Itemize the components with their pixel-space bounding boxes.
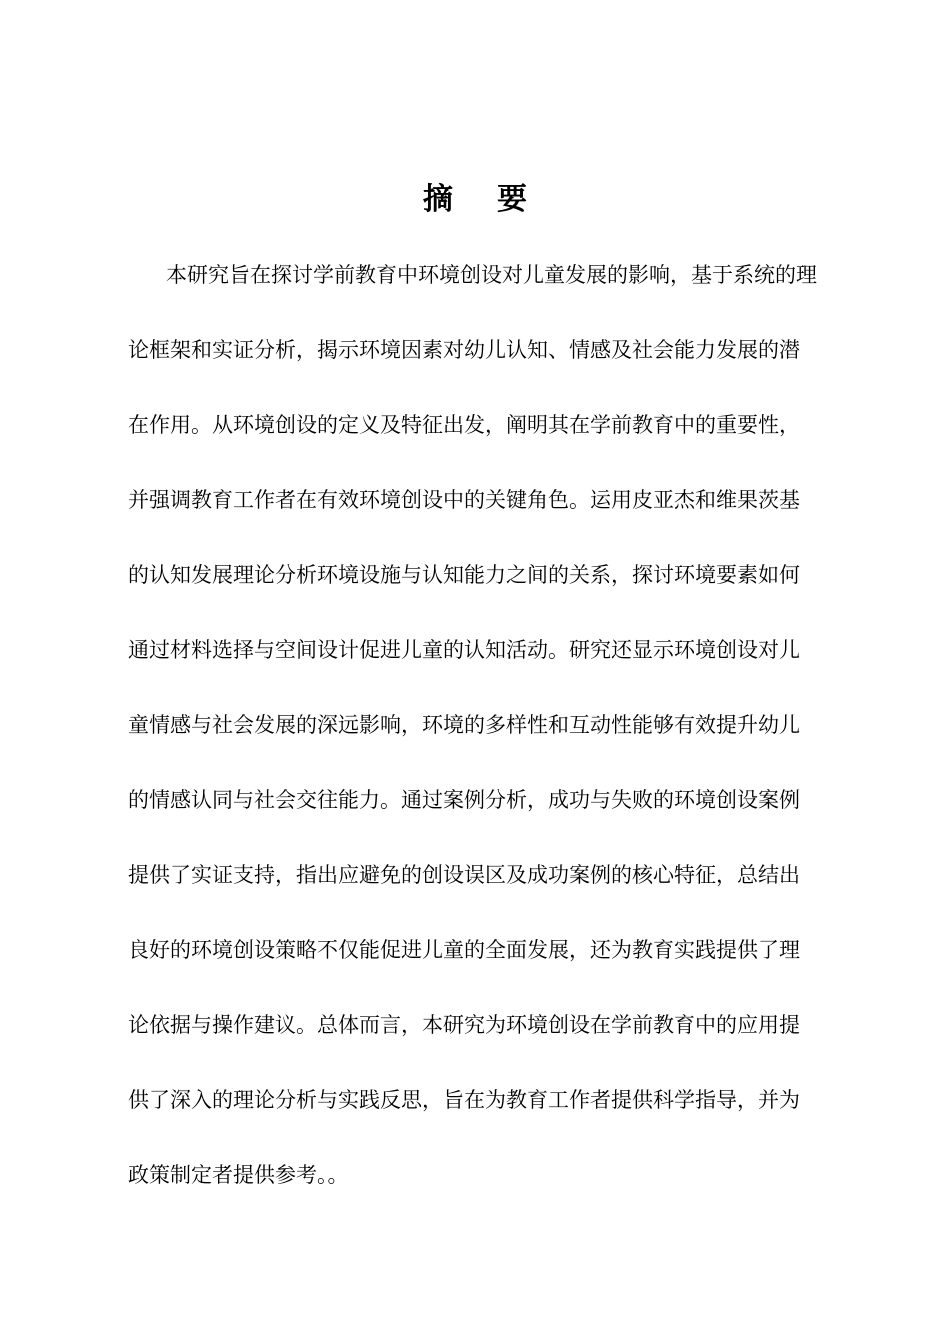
abstract-title: 摘要	[423, 182, 571, 218]
abstract-line: 在作用。从环境创设的定义及特征出发，阐明其在学前教育中的重要性，	[128, 413, 800, 437]
abstract-line: 并强调教育工作者在有效环境创设中的关键角色。运用皮亚杰和维果茨基	[128, 488, 800, 512]
abstract-line: 论依据与操作建议。总体而言，本研究为环境创设在学前教育中的应用提	[128, 1013, 800, 1037]
abstract-line: 良好的环境创设策略不仅能促进儿童的全面发展，还为教育实践提供了理	[128, 938, 800, 962]
abstract-line: 供了深入的理论分析与实践反思，旨在为教育工作者提供科学指导，并为	[128, 1088, 800, 1112]
abstract-line: 的认知发展理论分析环境设施与认知能力之间的关系，探讨环境要素如何	[128, 563, 800, 587]
abstract-line: 通过材料选择与空间设计促进儿童的认知活动。研究还显示环境创设对儿	[128, 638, 800, 662]
abstract-line: 本研究旨在探讨学前教育中环境创设对儿童发展的影响，基于系统的理	[166, 263, 817, 287]
abstract-line: 童情感与社会发展的深远影响，环境的多样性和互动性能够有效提升幼儿	[128, 713, 800, 737]
abstract-line: 论框架和实证分析，揭示环境因素对幼儿认知、情感及社会能力发展的潜	[128, 338, 800, 362]
abstract-body	[128, 238, 848, 1213]
abstract-line: 的情感认同与社会交往能力。通过案例分析，成功与失败的环境创设案例	[128, 788, 800, 812]
abstract-line: 政策制定者提供参考。。	[128, 1163, 349, 1187]
abstract-line: 提供了实证支持，指出应避免的创设误区及成功案例的核心特征，总结出	[128, 863, 800, 887]
